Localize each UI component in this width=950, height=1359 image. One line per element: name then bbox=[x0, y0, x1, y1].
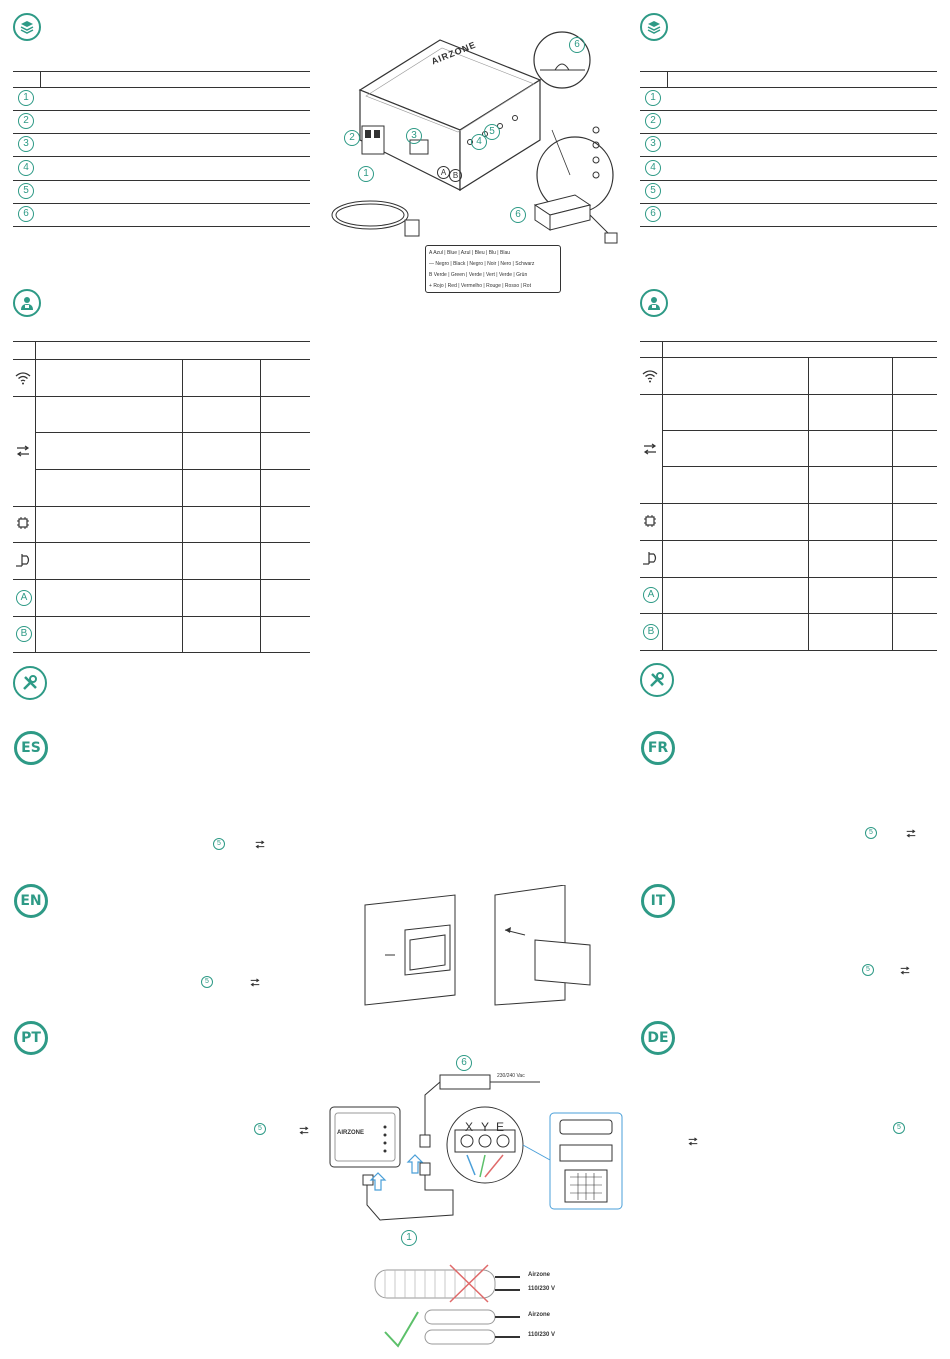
cable-label-voltage-2: 110/230 V bbox=[528, 1332, 556, 1338]
legend-text-red: Rojo | Red | Vermelho | Rouge | Rosso | Rot bbox=[433, 283, 531, 289]
callout-1: 1 bbox=[358, 166, 374, 182]
callout-6-top: 6 bbox=[569, 37, 585, 53]
part-number-6: 6 bbox=[18, 206, 34, 222]
legend-text-black: Negro | Black | Negro | Noir | Nero | Schwarz bbox=[435, 261, 535, 267]
installer-icon bbox=[640, 289, 668, 317]
en-data-transfer-icon bbox=[250, 978, 260, 987]
wire-legend bbox=[425, 245, 561, 293]
cable-label-airzone-2: Airzone bbox=[528, 1312, 551, 1318]
part-number-4: 4 bbox=[645, 160, 661, 176]
callout-6-adapter: 6 bbox=[510, 207, 526, 223]
legend-text-green: Verde | Green | Verde | Vert | Verde | Grün bbox=[433, 272, 528, 278]
it-data-transfer-icon bbox=[900, 966, 910, 975]
it-inline-ref-5: 5 bbox=[862, 964, 874, 976]
cable-label-voltage-1: 110/230 V bbox=[528, 1286, 556, 1292]
wiring-illustration bbox=[325, 1065, 625, 1245]
legend-symbol-minus: — bbox=[429, 261, 434, 267]
wifi-icon bbox=[642, 369, 658, 383]
callout-5: 5 bbox=[484, 124, 500, 140]
callout-3: 3 bbox=[406, 128, 422, 144]
power-plug-icon bbox=[642, 551, 658, 565]
chip-icon bbox=[644, 515, 656, 527]
en-inline-ref-5: 5 bbox=[201, 976, 213, 988]
part-number-5: 5 bbox=[18, 183, 34, 199]
lang-fr-badge: FR bbox=[641, 731, 675, 765]
part-number-2: 2 bbox=[645, 113, 661, 129]
data-transfer-icon bbox=[16, 445, 30, 457]
terminal-x: X bbox=[465, 1120, 474, 1134]
tools-icon bbox=[13, 666, 47, 700]
callout-4: 4 bbox=[471, 134, 487, 150]
pt-inline-ref-5: 5 bbox=[254, 1123, 266, 1135]
legend-symbol-plus: + bbox=[429, 283, 432, 289]
fr-data-transfer-icon bbox=[906, 829, 916, 838]
lang-en-badge: EN bbox=[14, 884, 48, 918]
part-number-3: 3 bbox=[18, 136, 34, 152]
terminal-e: E bbox=[496, 1120, 505, 1134]
data-transfer-icon bbox=[643, 443, 657, 455]
es-inline-ref-5: 5 bbox=[213, 838, 225, 850]
pt-data-transfer-icon bbox=[299, 1126, 309, 1135]
legend-symbol-a: A bbox=[429, 250, 433, 256]
led-row-b: B bbox=[643, 624, 659, 640]
part-number-5: 5 bbox=[645, 183, 661, 199]
lang-pt-badge: PT bbox=[14, 1021, 48, 1055]
de-inline-ref-5: 5 bbox=[893, 1122, 905, 1134]
part-number-1: 1 bbox=[645, 90, 661, 106]
lang-de-badge: DE bbox=[641, 1021, 675, 1055]
cable-illustration bbox=[370, 1262, 530, 1352]
fr-inline-ref-5: 5 bbox=[865, 827, 877, 839]
led-row-a: A bbox=[16, 590, 32, 606]
wiring-callout-1: 1 bbox=[401, 1230, 417, 1246]
wall-mount-illustration bbox=[355, 885, 595, 1015]
terminal-y: Y bbox=[481, 1120, 490, 1134]
cable-label-airzone-1: Airzone bbox=[528, 1272, 551, 1278]
lang-it-badge: IT bbox=[641, 884, 675, 918]
part-number-6: 6 bbox=[645, 206, 661, 222]
installer-icon bbox=[13, 289, 41, 317]
lang-es-badge: ES bbox=[14, 731, 48, 765]
callout-b: B bbox=[449, 169, 462, 182]
part-number-2: 2 bbox=[18, 113, 34, 129]
led-row-b: B bbox=[16, 626, 32, 642]
tools-icon bbox=[640, 663, 674, 697]
brand-logo: AIRZONE bbox=[429, 39, 478, 67]
wifi-icon bbox=[15, 371, 31, 385]
chip-icon bbox=[17, 517, 29, 529]
led-row-a: A bbox=[643, 587, 659, 603]
de-data-transfer-icon bbox=[688, 1137, 698, 1146]
legend-symbol-b: B bbox=[429, 272, 433, 278]
part-number-1: 1 bbox=[18, 90, 34, 106]
power-plug-icon bbox=[15, 553, 31, 567]
layers-icon bbox=[13, 13, 41, 41]
callout-2: 2 bbox=[344, 130, 360, 146]
es-data-transfer-icon bbox=[255, 840, 265, 849]
legend-text-blue: Azul | Blue | Azul | Bleu | Blu | Blau bbox=[433, 250, 510, 256]
part-number-4: 4 bbox=[18, 160, 34, 176]
part-number-3: 3 bbox=[645, 136, 661, 152]
wiring-callout-6: 6 bbox=[456, 1055, 472, 1071]
supply-voltage-label: 230/240 Vac bbox=[497, 1073, 525, 1079]
callout-a: A bbox=[437, 166, 450, 179]
layers-icon bbox=[640, 13, 668, 41]
wiring-brand-logo: AIRZONE bbox=[337, 1130, 364, 1136]
